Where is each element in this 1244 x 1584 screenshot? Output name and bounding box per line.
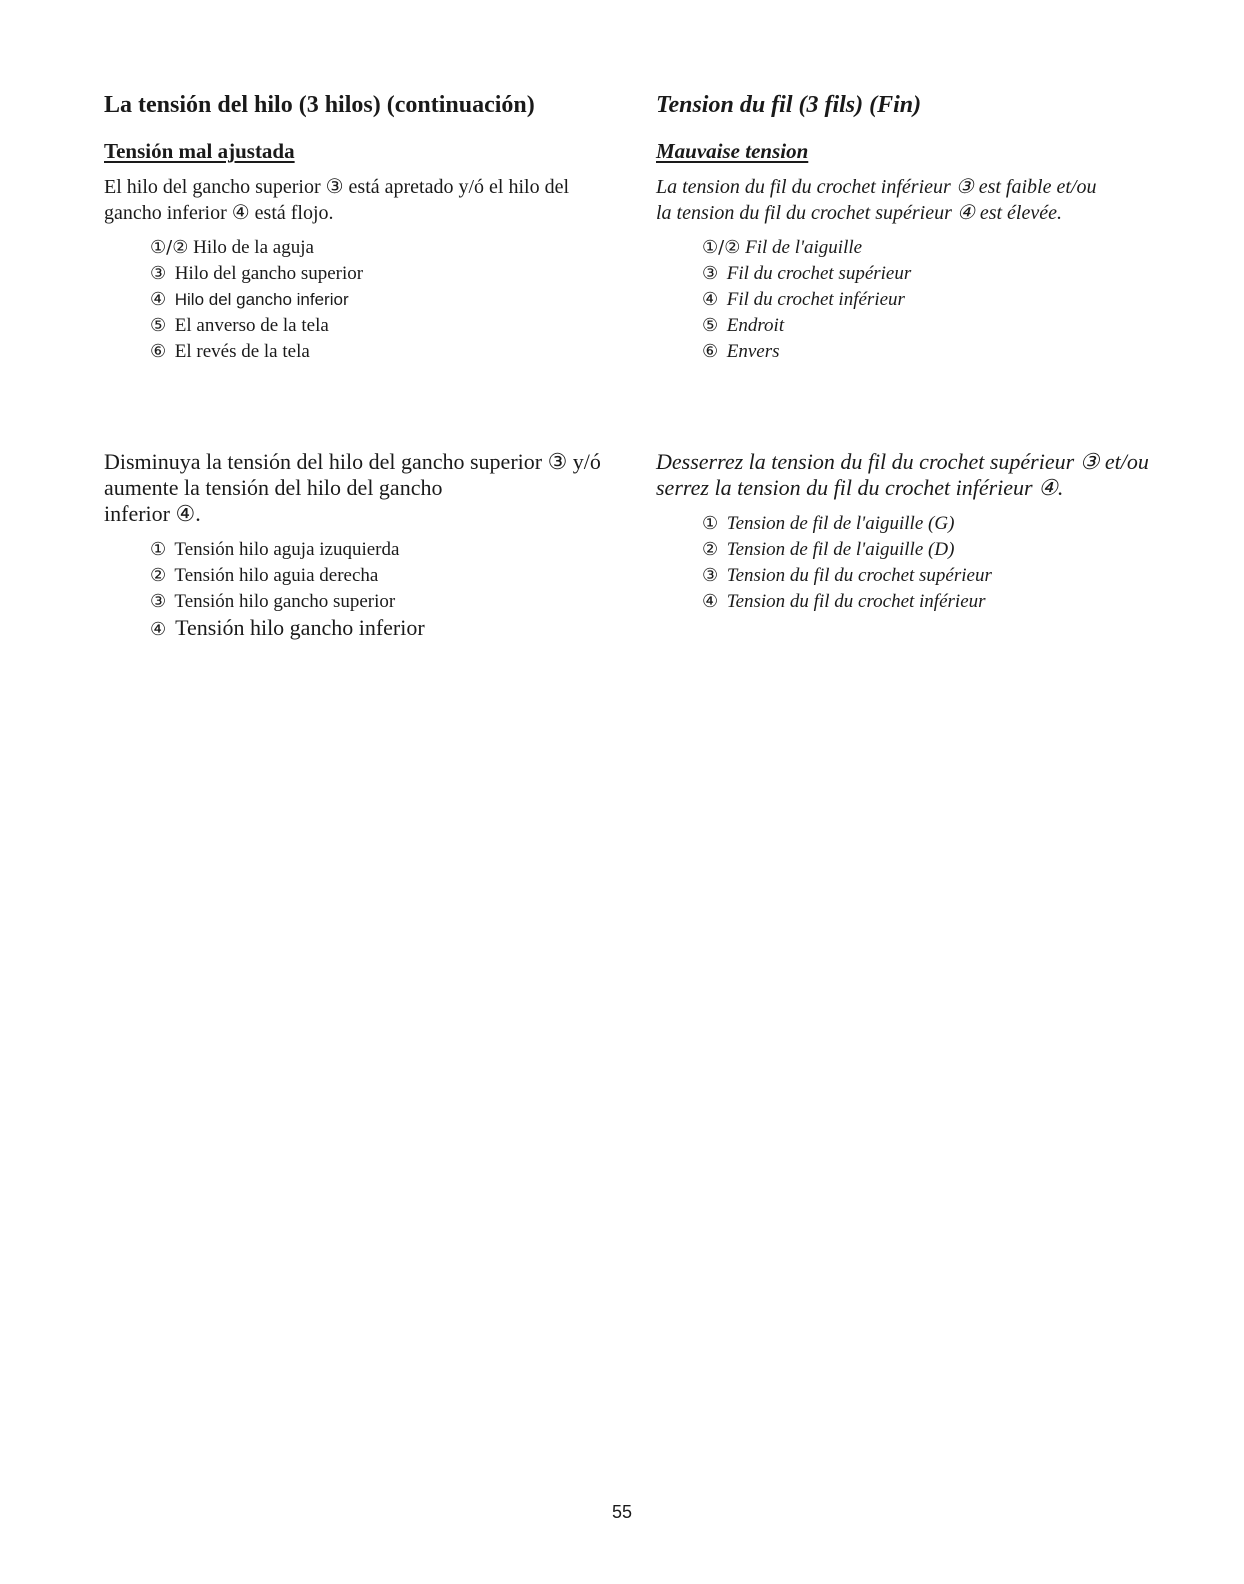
item-number: ① (150, 539, 167, 560)
list-item (150, 589, 425, 615)
item-number: ③ (150, 591, 167, 612)
spanish-title: La tensión del hilo (3 hilos) (continuación) (104, 92, 535, 118)
item-text: Hilo del gancho inferior (174, 290, 349, 309)
item-text: Tensión hilo aguia derecha (174, 565, 379, 586)
item-text: Fil du crochet supérieur (726, 263, 912, 284)
item-number: ④ (150, 289, 167, 310)
item-text: Endroit (726, 315, 785, 336)
spanish-paragraph-1: El hilo del gancho superior ③ está apretado y/ó el hilo del gancho inferior ④ está flojo. (104, 176, 570, 224)
item-text: Tensión hilo aguja izuquierda (174, 539, 400, 560)
list-item (150, 313, 363, 339)
item-text: El revés de la tela (174, 341, 310, 362)
list-item (150, 339, 363, 365)
item-text: Tension du fil du crochet supérieur (726, 565, 992, 586)
item-number: ③ (702, 565, 719, 586)
item-text: Fil du crochet inférieur (726, 289, 905, 310)
list-item (150, 261, 363, 287)
item-number: ①/② (702, 237, 741, 258)
list-item (150, 537, 425, 563)
list-item (702, 235, 911, 261)
list-item (150, 563, 425, 589)
list-item (702, 511, 992, 537)
item-number: ④ (702, 289, 719, 310)
item-number: ③ (702, 263, 719, 284)
item-text: Tensión hilo gancho superior (174, 591, 396, 612)
item-text: Hilo del gancho superior (174, 263, 364, 284)
item-number: ⑤ (702, 315, 719, 336)
item-number: ② (702, 539, 719, 560)
list-item (702, 537, 992, 563)
item-number: ⑥ (150, 341, 167, 362)
item-text: Tension de fil de l'aiguille (G) (726, 513, 955, 534)
item-text: Tensión hilo gancho inferior (175, 615, 425, 640)
french-subtitle: Mauvaise tension (656, 139, 809, 163)
list-item (150, 235, 363, 261)
item-text: El anverso de la tela (174, 315, 329, 336)
item-number: ④ (150, 619, 167, 640)
list-item (702, 313, 911, 339)
item-text: Envers (726, 341, 780, 362)
spanish-legend-1 (150, 235, 363, 365)
list-item (702, 261, 911, 287)
french-title: Tension du fil (3 fils) (Fin) (656, 92, 922, 118)
list-item (150, 287, 363, 313)
french-legend-2 (702, 511, 992, 615)
item-number: ⑤ (150, 315, 167, 336)
french-paragraph-2: Desserrez la tension du fil du crochet supérieur ③ et/ou serrez la tension du fil du crochet inférieur ④. (656, 449, 1149, 500)
list-item (150, 615, 425, 641)
item-text: Fil de l'aiguille (745, 237, 863, 258)
item-number: ② (150, 565, 167, 586)
list-item (702, 287, 911, 313)
french-paragraph-1: La tension du fil du crochet inférieur ③ est faible et/ou la tension du fil du crochet supérieur ④ est élevée. (656, 176, 1097, 224)
item-number: ⑥ (702, 341, 719, 362)
list-item (702, 563, 992, 589)
item-number: ④ (702, 591, 719, 612)
page-number: 55 (611, 1502, 633, 1522)
spanish-subtitle: Tensión mal ajustada (104, 139, 295, 163)
item-text: Tension du fil du crochet inférieur (726, 591, 986, 612)
item-text: Hilo de la aguja (193, 237, 314, 258)
item-number: ① (702, 513, 719, 534)
item-number: ①/② (150, 237, 189, 258)
spanish-legend-2 (150, 537, 425, 641)
item-text: Tension de fil de l'aiguille (D) (726, 539, 955, 560)
list-item (702, 339, 911, 365)
spanish-paragraph-2: Disminuya la tensión del hilo del gancho superior ③ y/ó aumente la tensión del hilo del gancho inferior ④. (104, 449, 601, 526)
list-item (702, 589, 992, 615)
item-number: ③ (150, 263, 167, 284)
french-legend-1 (702, 235, 911, 365)
